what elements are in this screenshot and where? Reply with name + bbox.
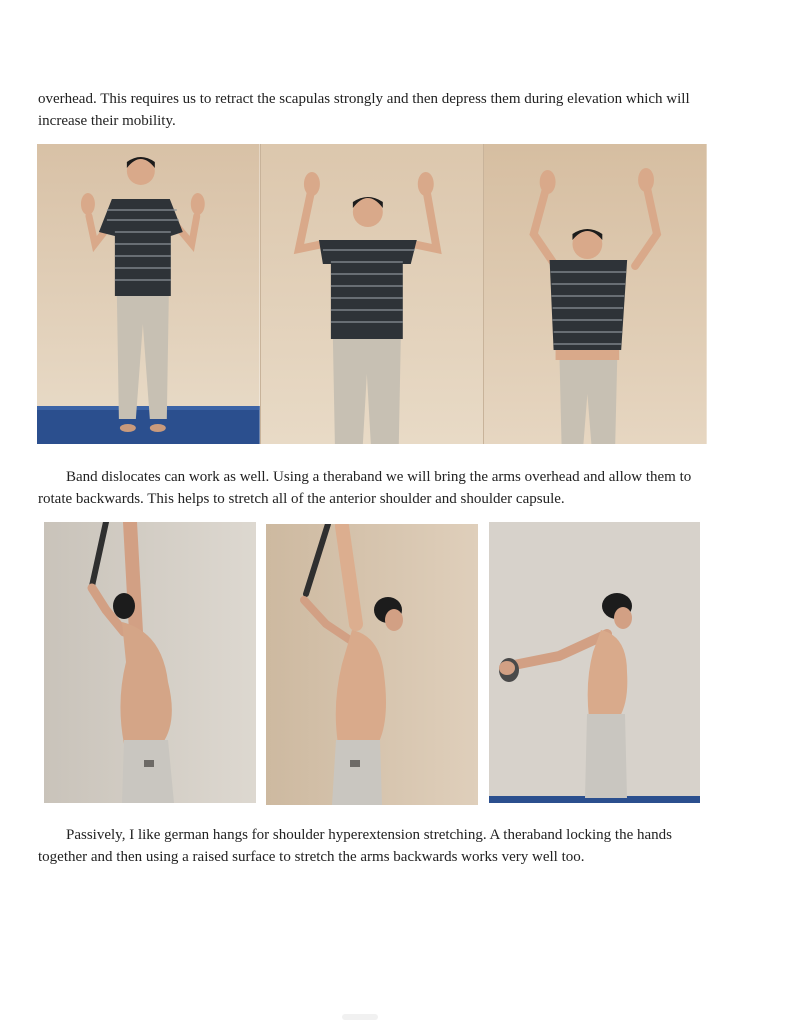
paragraph-band-dislocates: Band dislocates can work as well. Using a theraband we will bring the arms overhead and allow them to rotate backwards. This helps to stretch all of the anterior shoulder and shoulder capsule. <box>38 469 692 507</box>
wall-slide-photo-mid <box>260 144 484 444</box>
band-extension-photo <box>489 522 700 803</box>
paragraph-german-hangs: Passively, I like german hangs for shoulder hyperextension stretching. A theraband locking the hands together and then using a raised surface to stretch the arms backwards works very well too. <box>38 827 672 865</box>
band-dislocate-photo-rotating <box>266 524 478 805</box>
band-dislocate-photo-overhead <box>44 522 256 803</box>
paragraph-scapula-mobility: overhead. This requires us to retract the scapulas strongly and then depress them during elevation which will increase their mobility. <box>38 91 690 129</box>
scapular-wall-slide-photo-strip <box>37 144 707 444</box>
wall-slide-photo-start <box>37 144 260 444</box>
wall-slide-photo-end <box>483 144 707 444</box>
page-number-mark <box>342 1014 378 1020</box>
